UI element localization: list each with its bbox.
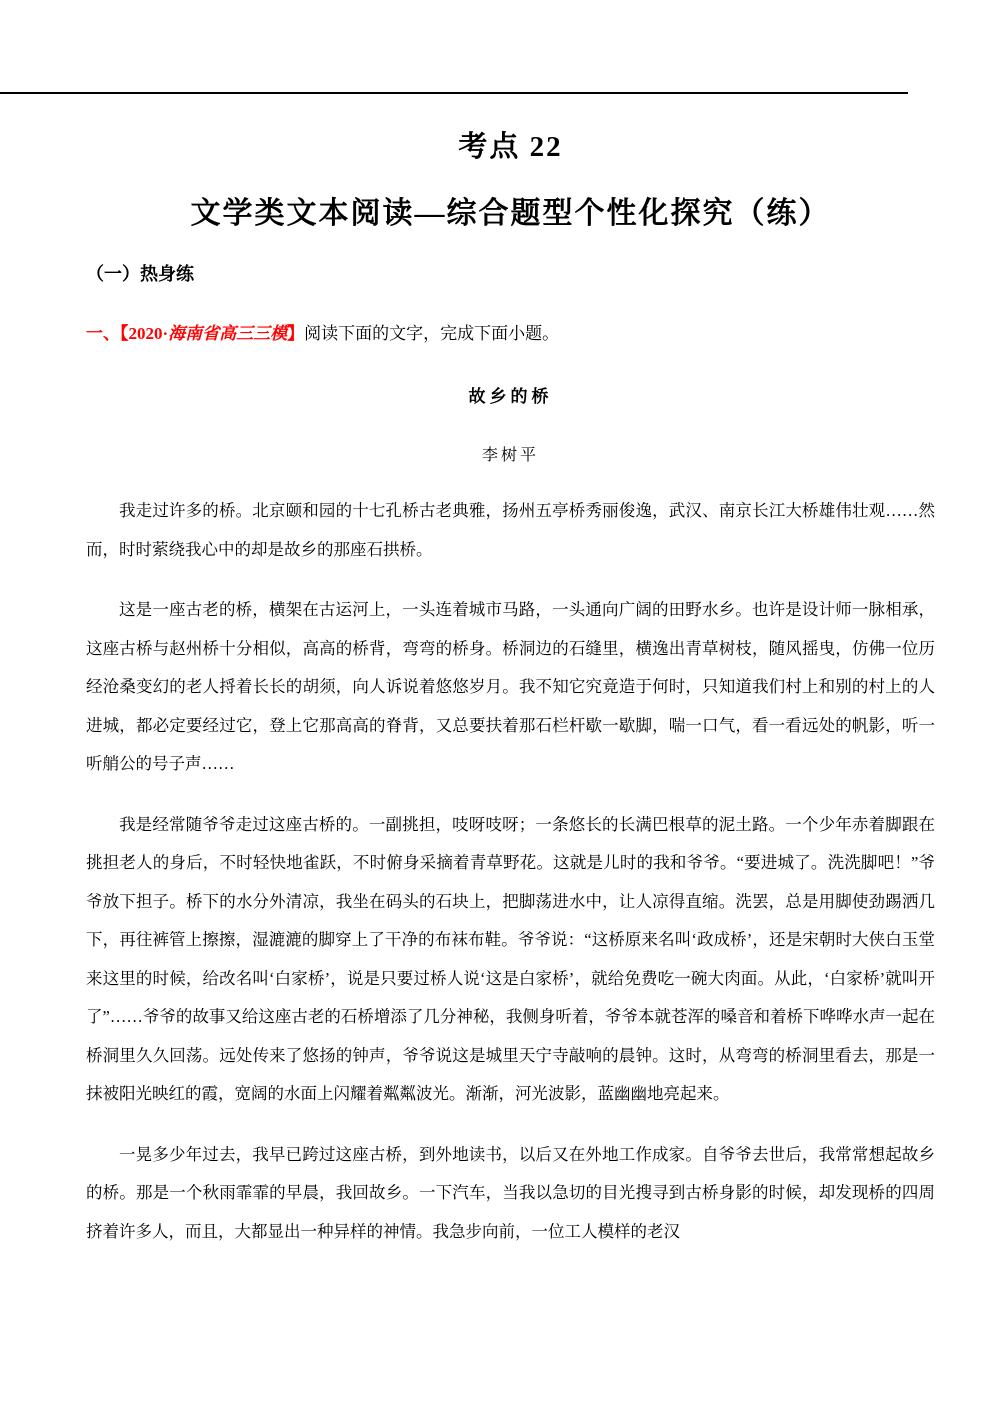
article-body: [86, 492, 935, 1251]
exercise-source-prefix: 一、【2020·: [86, 323, 169, 343]
exercise-instruction: 阅读下面的文字，完成下面小题。: [304, 323, 560, 343]
doc-title: 考点 22: [458, 131, 563, 163]
section-heading-warmup: （一）热身练: [86, 264, 194, 285]
article-paragraph: 我是经常随爷爷走过这座古桥的。一副挑担，吱呀吱呀；一条悠长的长满巴根草的泥土路。一个少年赤着脚跟在挑担老人的身后，不时轻快地雀跃，不时俯身采摘着青草野花。这就是儿时的我和爷爷。“要进城了。洗洗脚吧！”爷爷放下担子。桥下的水分外清凉，我坐在码头的石块上，把脚荡进水中，让人凉得直缩。洗罢，总是用脚使劲踢洒几下，再往裤管上擦擦，湿漉漉的脚穿上了干净的布袜布鞋。爷爷说：“这桥原来名叫‘政成桥’，还是宋朝时大侠白玉堂来这里的时候，给改名叫‘白家桥’，说是只要过桥人说‘这是白家桥’，就给免费吃一碗大肉面。从此，‘白家桥’就叫开了”……爷爷的故事又给这座古老的石桥增添了几分神秘，我侧身听着，爷爷本就苍浑的嗓音和着桥下哗哗水声一起在桥洞里久久回荡。远处传来了悠扬的钟声，爷爷说这是城里天宁寺敲响的晨钟。这时，从弯弯的桥洞里看去，那是一抹被阳光映红的霞，宽阔的水面上闪耀着粼粼波光。渐渐，河光波影，蓝幽幽地亮起来。: [86, 814, 935, 1104]
exercise-intro-line: [86, 321, 935, 347]
exercise-source-suffix: 】: [287, 323, 305, 343]
header-rule-divider: [0, 92, 908, 94]
article-author: 李树平: [481, 447, 539, 465]
exercise-source-citation: [86, 324, 304, 343]
article-paragraph: 这是一座古老的桥，横架在古运河上，一头连着城市马路，一头通向广阔的田野水乡。也许是设计师一脉相承，这座古桥与赵州桥十分相似，高高的桥背，弯弯的桥身。桥洞边的石缝里，横逸出青草树枝，随风摇曳，仿佛一位历经沧桑变幻的老人捋着长长的胡须，向人诉说着悠悠岁月。我不知它究竟造于何时，只知道我们村上和别的村上的人进城，都必定要经过它，登上它那高高的脊背，又总要扶着那石栏杆歇一歇脚，喘一口气，看一看远处的帆影，听一听艄公的号子声……: [86, 600, 935, 774]
article-paragraph: 我走过许多的桥。北京颐和园的十七孔桥古老典雅，扬州五亭桥秀丽俊逸，武汉、南京长江大桥雄伟壮观……然而，时时萦绕我心中的却是故乡的那座石拱桥。: [86, 501, 935, 559]
exercise-source-name: 海南省高三三模: [168, 323, 288, 343]
doc-subtitle: 文学类文本阅读—综合题型个性化探究（练）: [190, 197, 831, 231]
article-paragraph: 一晃多少年过去，我早已跨过这座古桥，到外地读书，以后又在外地工作成家。自爷爷去世后，我常常想起故乡的桥。那是一个秋雨霏霏的早晨，我回故乡。一下汽车，当我以急切的目光搜寻到古桥身影的时候，却发现桥的四周挤着许多人，而且，大都显出一种异样的神情。我急步向前，一位工人模样的老汉: [86, 1144, 935, 1241]
article-title: 故乡的桥: [468, 387, 553, 407]
